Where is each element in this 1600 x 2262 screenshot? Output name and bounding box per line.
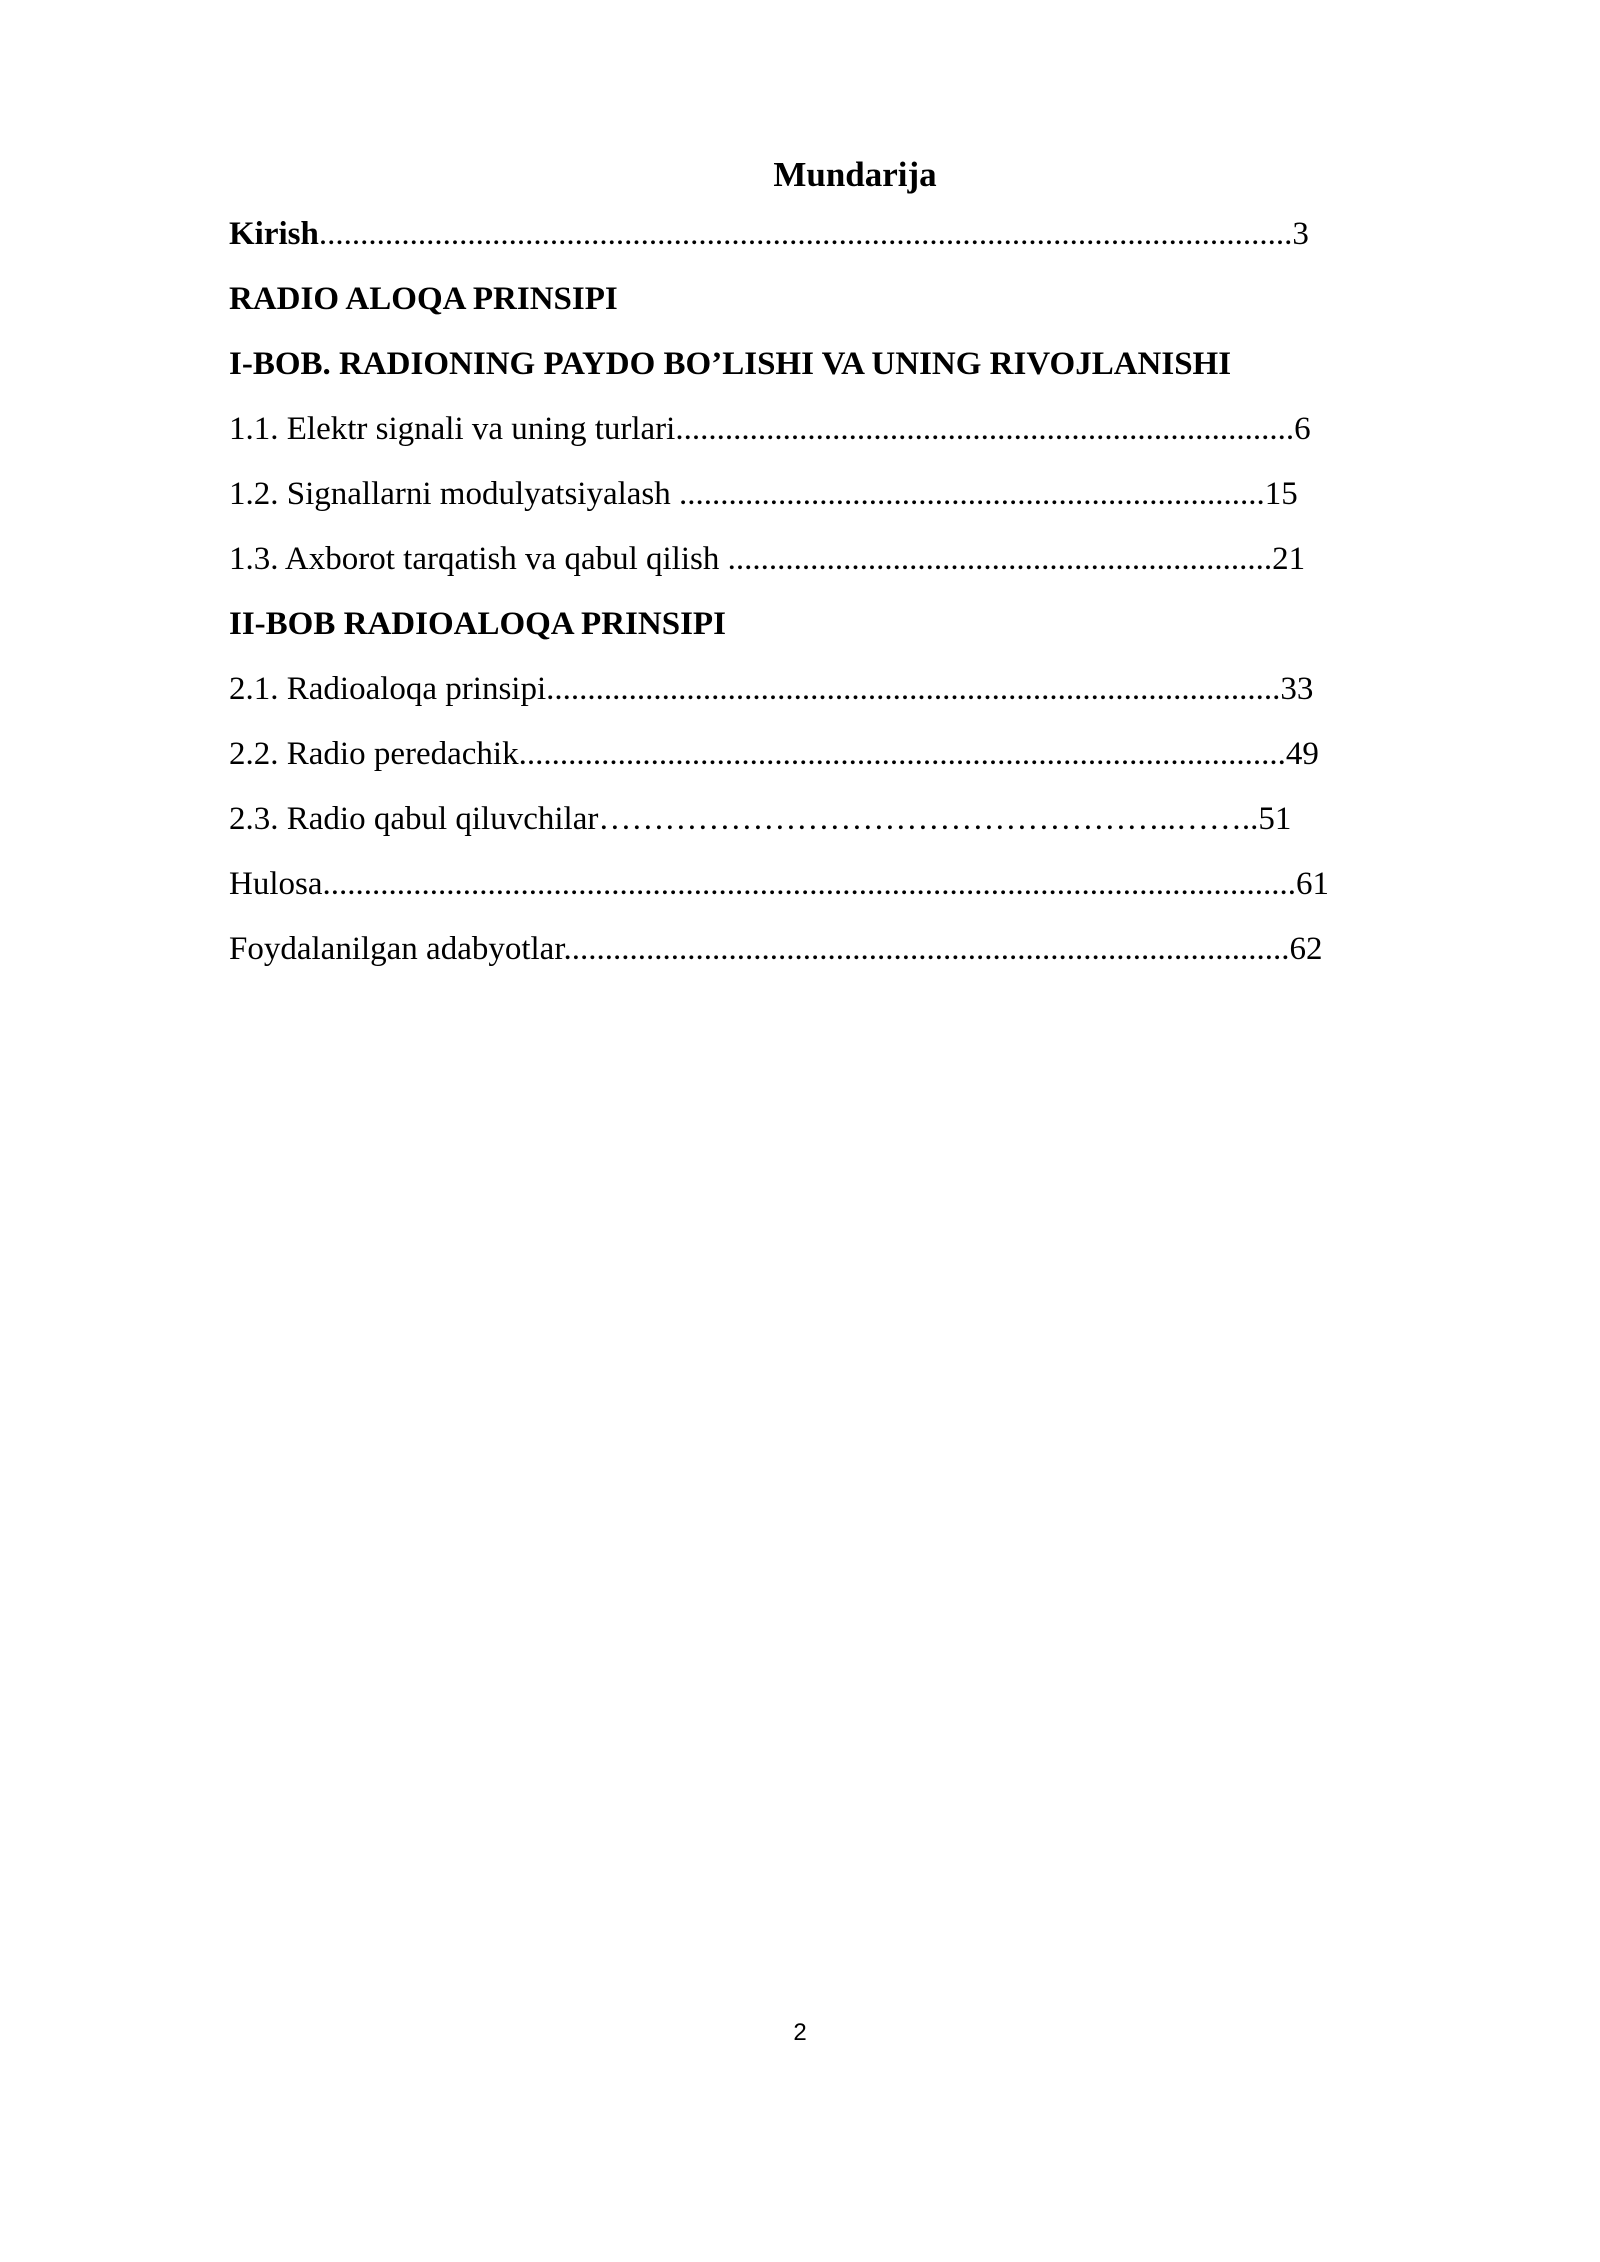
page-number: 2 [793,2019,807,2046]
toc-entry-hulosa [229,852,1481,917]
toc-entry-kirish [229,202,1481,267]
toc-entry-label: Hulosa......................................................................................................................61 [229,866,1329,902]
toc-entry-1-3 [229,527,1481,592]
table-of-contents [229,148,1481,982]
toc-section-label: RADIO ALOQA PRINSIPI [229,281,618,317]
toc-entry-label: Foydalanilgan adabyotlar........................................................................................62 [229,931,1323,967]
toc-entry-kirish-leader: ......................................................................................................................3 [318,216,1309,252]
toc-entry-adabyotlar [229,917,1481,982]
toc-entry-label: 1.3. Axborot tarqatish va qabul qilish ..................................................................21 [229,541,1306,577]
toc-entry-1-1 [229,397,1481,462]
toc-entry-2-1 [229,657,1481,722]
toc-entry-label: 2.2. Radio peredachik.............................................................................................49 [229,736,1319,772]
toc-section-radio-aloqa-prinsipi [229,267,1481,332]
toc-chapter-2 [229,592,1481,657]
toc-entry-kirish-label: Kirish [229,216,319,252]
toc-chapter-label: I-BOB. RADIONING PAYDO BO’LISHI VA UNING RIVOJLANISHI [229,346,1232,382]
toc-chapter-label: II-BOB RADIOALOQA PRINSIPI [229,606,726,642]
toc-entry-2-2 [229,722,1481,787]
toc-entry-label: 1.2. Signallarni modulyatsiyalash .......................................................................15 [229,476,1298,512]
toc-entry-label: 1.1. Elektr signali va uning turlari...........................................................................6 [229,411,1311,447]
toc-entry-1-2 [229,462,1481,527]
toc-title: Mundarija [773,155,937,194]
toc-entry-label: 2.1. Radioaloqa prinsipi.........................................................................................33 [229,671,1314,707]
toc-entry-2-3 [229,787,1481,852]
toc-chapter-1 [229,332,1481,397]
toc-entry-label: 2.3. Radio qabul qiluvchilar……………………………………………..……..51 [229,801,1292,837]
